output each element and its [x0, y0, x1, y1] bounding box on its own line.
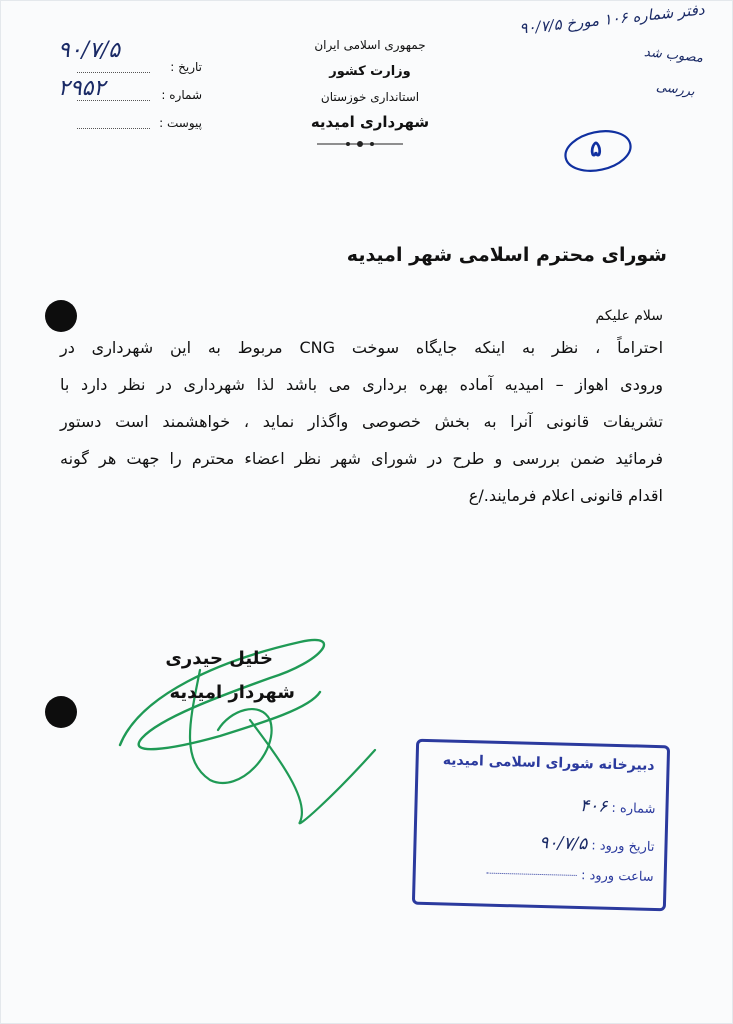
handwritten-note-3: بررسی	[655, 79, 696, 100]
body-line: ورودی اهواز – امیدیه آماده بهره برداری می باشد لذا شهرداری در نظر دارد با	[60, 375, 663, 394]
binder-hole	[45, 696, 77, 728]
body-line: احتراماً ، نظر به اینکه جایگاه سوخت CNG مربوط به این شهرداری در	[60, 338, 664, 357]
stamp-date-label: تاریخ ورود :	[591, 838, 655, 855]
signatory-title: شهردار امیدیه	[169, 682, 295, 703]
stamp-time-label: ساعت ورود :	[580, 868, 654, 885]
stamp-number-row	[580, 796, 656, 818]
signatory-name: خلیل حیدری	[165, 648, 273, 669]
body-line: فرمائید ضمن بررسی و طرح در شورای شهر نظر اعضاء محترم را جهت هر گونه	[60, 449, 663, 468]
attachment-field	[52, 114, 202, 136]
date-label: تاریخ :	[170, 60, 202, 74]
stamp-number-label: شماره :	[611, 800, 656, 817]
handwritten-note-1: دفتر شماره ۱۰۶ مورخ ۹۰/۷/۵	[518, 0, 706, 38]
stamp-date-value: ۹۰/۷/۵	[539, 832, 588, 855]
stamp-date-row	[539, 833, 655, 856]
stamp-number-value: ۴۰۶	[579, 796, 608, 817]
body-line: اقدام قانونی اعلام فرمایند./ع	[468, 486, 663, 505]
number-label: شماره :	[161, 88, 202, 102]
stamp-time-row	[487, 866, 654, 885]
number-value: ۲۹۵۲	[58, 76, 106, 101]
letter-recipient: شورای محترم اسلامی شهر امیدیه	[346, 244, 667, 266]
letterhead-ministry: وزارت کشور	[329, 64, 411, 79]
letterhead-country: جمهوری اسلامی ایران	[314, 38, 426, 52]
binder-hole	[45, 300, 77, 332]
ornament-divider	[315, 138, 405, 150]
signature-scribble	[100, 600, 400, 830]
stamp-time-dots	[487, 873, 577, 876]
registration-stamp	[412, 739, 670, 912]
letterhead-province: استانداری خوزستان	[320, 90, 420, 104]
date-value: ۹۰/۷/۵	[58, 38, 121, 63]
circled-number: ۵	[590, 136, 602, 162]
body-line: تشریفات قانونی آنرا به بخش خصوصی واگذار نماید ، خواهشمند است دستور	[60, 412, 663, 431]
attachment-label: پیوست :	[159, 116, 202, 130]
letter-greeting: سلام علیکم	[595, 308, 663, 324]
letterhead-municipality: شهرداری امیدیه	[310, 113, 430, 131]
stamp-title: دبیرخانه شورای اسلامی امیدیه	[442, 752, 655, 774]
handwritten-note-2: مصوب شد	[643, 44, 704, 67]
